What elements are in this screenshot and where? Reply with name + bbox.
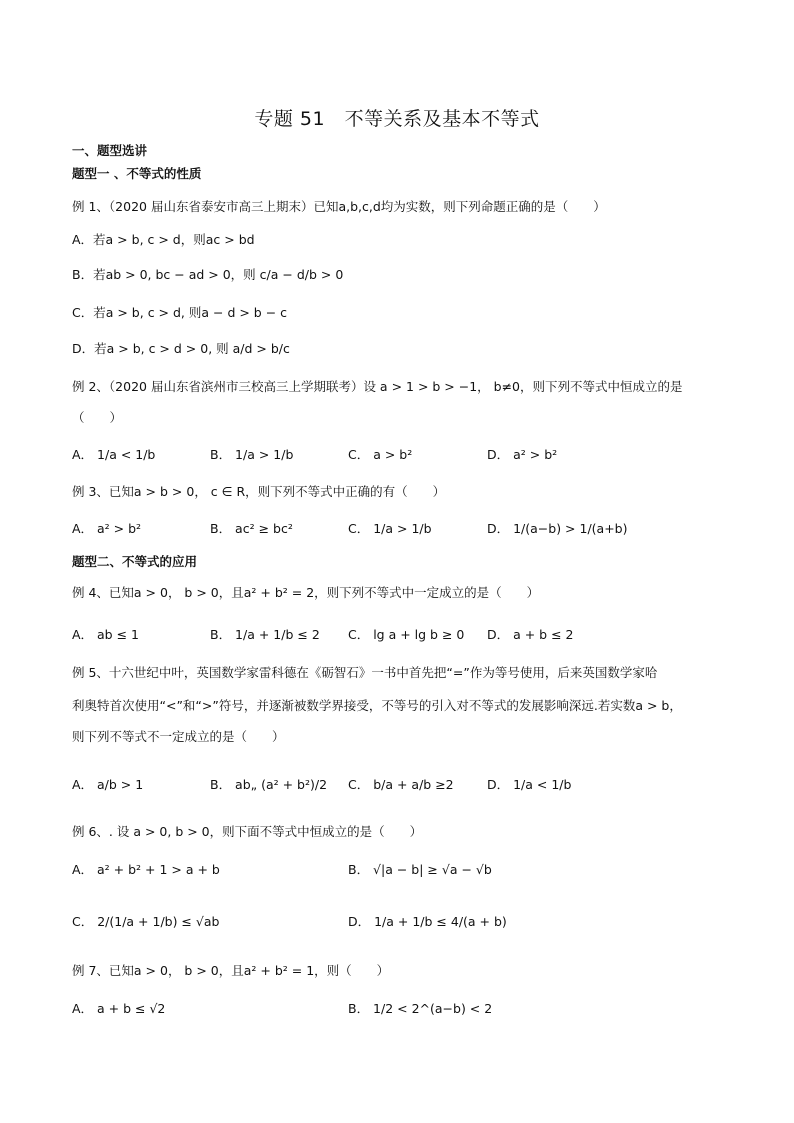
example-3-option-b: B． ac² ≥ bc²: [210, 521, 293, 536]
example-4-option-d: D． a + b ≤ 2: [487, 627, 574, 642]
example-3-stem: 例 3、已知a > b > 0， c ∈ R，则下列不等式中正确的有（ ）: [72, 484, 446, 499]
type-heading-1: 题型一 、不等式的性质: [72, 166, 202, 181]
example-5-option-a: A． a/b > 1: [72, 777, 144, 792]
example-1-stem: 例 1、（2020 届山东省泰安市高三上期末）已知a,b,c,d均为实数，则下列命题正确的是（ ）: [72, 199, 606, 214]
example-2-option-c: C． a > b²: [348, 447, 413, 462]
example-7-option-b: B． 1/2 < 2^(a−b) < 2: [348, 1001, 493, 1016]
example-6-option-c: C． 2/(1/a + 1/b) ≤ √ab: [72, 914, 220, 929]
example-5-option-d: D． 1/a < 1/b: [487, 777, 572, 792]
example-4-stem: 例 4、已知a > 0， b > 0，且a² + b² = 2，则下列不等式中一定成立的是（ ）: [72, 585, 540, 600]
example-5-option-c: C． b/a + a/b ≥2: [348, 777, 454, 792]
example-1-option-a: A．若a > b, c > d，则ac > bd: [72, 232, 255, 247]
example-4-option-b: B． 1/a + 1/b ≤ 2: [210, 627, 320, 642]
example-4-option-a: A． ab ≤ 1: [72, 627, 139, 642]
example-6-option-b: B． √|a − b| ≥ √a − √b: [348, 862, 492, 877]
example-3-option-a: A． a² > b²: [72, 521, 142, 536]
section-heading: 一、题型选讲: [72, 143, 148, 158]
example-7-stem: 例 7、已知a > 0， b > 0，且a² + b² = 1，则（ ）: [72, 963, 390, 978]
type-heading-2: 题型二、不等式的应用: [72, 554, 198, 569]
example-1-option-b: B．若ab > 0, bc − ad > 0，则 c/a − d/b > 0: [72, 267, 344, 282]
example-5-stem-line-3: 则下列不等式不一定成立的是（ ）: [72, 729, 285, 744]
example-7-option-a: A． a + b ≤ √2: [72, 1001, 166, 1016]
example-6-option-a: A． a² + b² + 1 > a + b: [72, 862, 220, 877]
example-2-option-a: A． 1/a < 1/b: [72, 447, 156, 462]
example-2-option-b: B． 1/a > 1/b: [210, 447, 294, 462]
example-2-option-d: D． a² > b²: [487, 447, 558, 462]
example-6-stem: 例 6、. 设 a > 0, b > 0，则下面不等式中恒成立的是（ ）: [72, 824, 423, 839]
example-4-option-c: C． lg a + lg b ≥ 0: [348, 627, 465, 642]
example-6-option-d: D． 1/a + 1/b ≤ 4/(a + b): [348, 914, 507, 929]
page-title: 专题 51 不等关系及基本不等式: [254, 108, 540, 130]
example-3-option-c: C． 1/a > 1/b: [348, 521, 432, 536]
example-1-option-d: D．若a > b, c > d > 0, 则 a/d > b/c: [72, 341, 290, 356]
example-2-stem: 例 2、（2020 届山东省滨州市三校高三上学期联考）设 a > 1 > b > −1， b≠0，则下列不等式中恒成立的是: [72, 379, 683, 394]
example-3-option-d: D． 1/(a−b) > 1/(a+b): [487, 521, 628, 536]
example-1-option-c: C．若a > b, c > d, 则a − d > b − c: [72, 305, 288, 320]
example-2-stem-paren: （ ）: [72, 410, 123, 425]
example-5-option-b: B． ab„ (a² + b²)/2: [210, 777, 328, 792]
example-5-stem-line-2: 利奥特首次使用“<”和“>”符号，并逐渐被数学界接受，不等号的引入对不等式的发展影响深远.若实数a > b，: [72, 698, 682, 713]
example-5-stem-line-1: 例 5、十六世纪中叶，英国数学家雷科德在《砺智石》一书中首先把“=”作为等号使用，后来英国数学家哈: [72, 665, 658, 680]
